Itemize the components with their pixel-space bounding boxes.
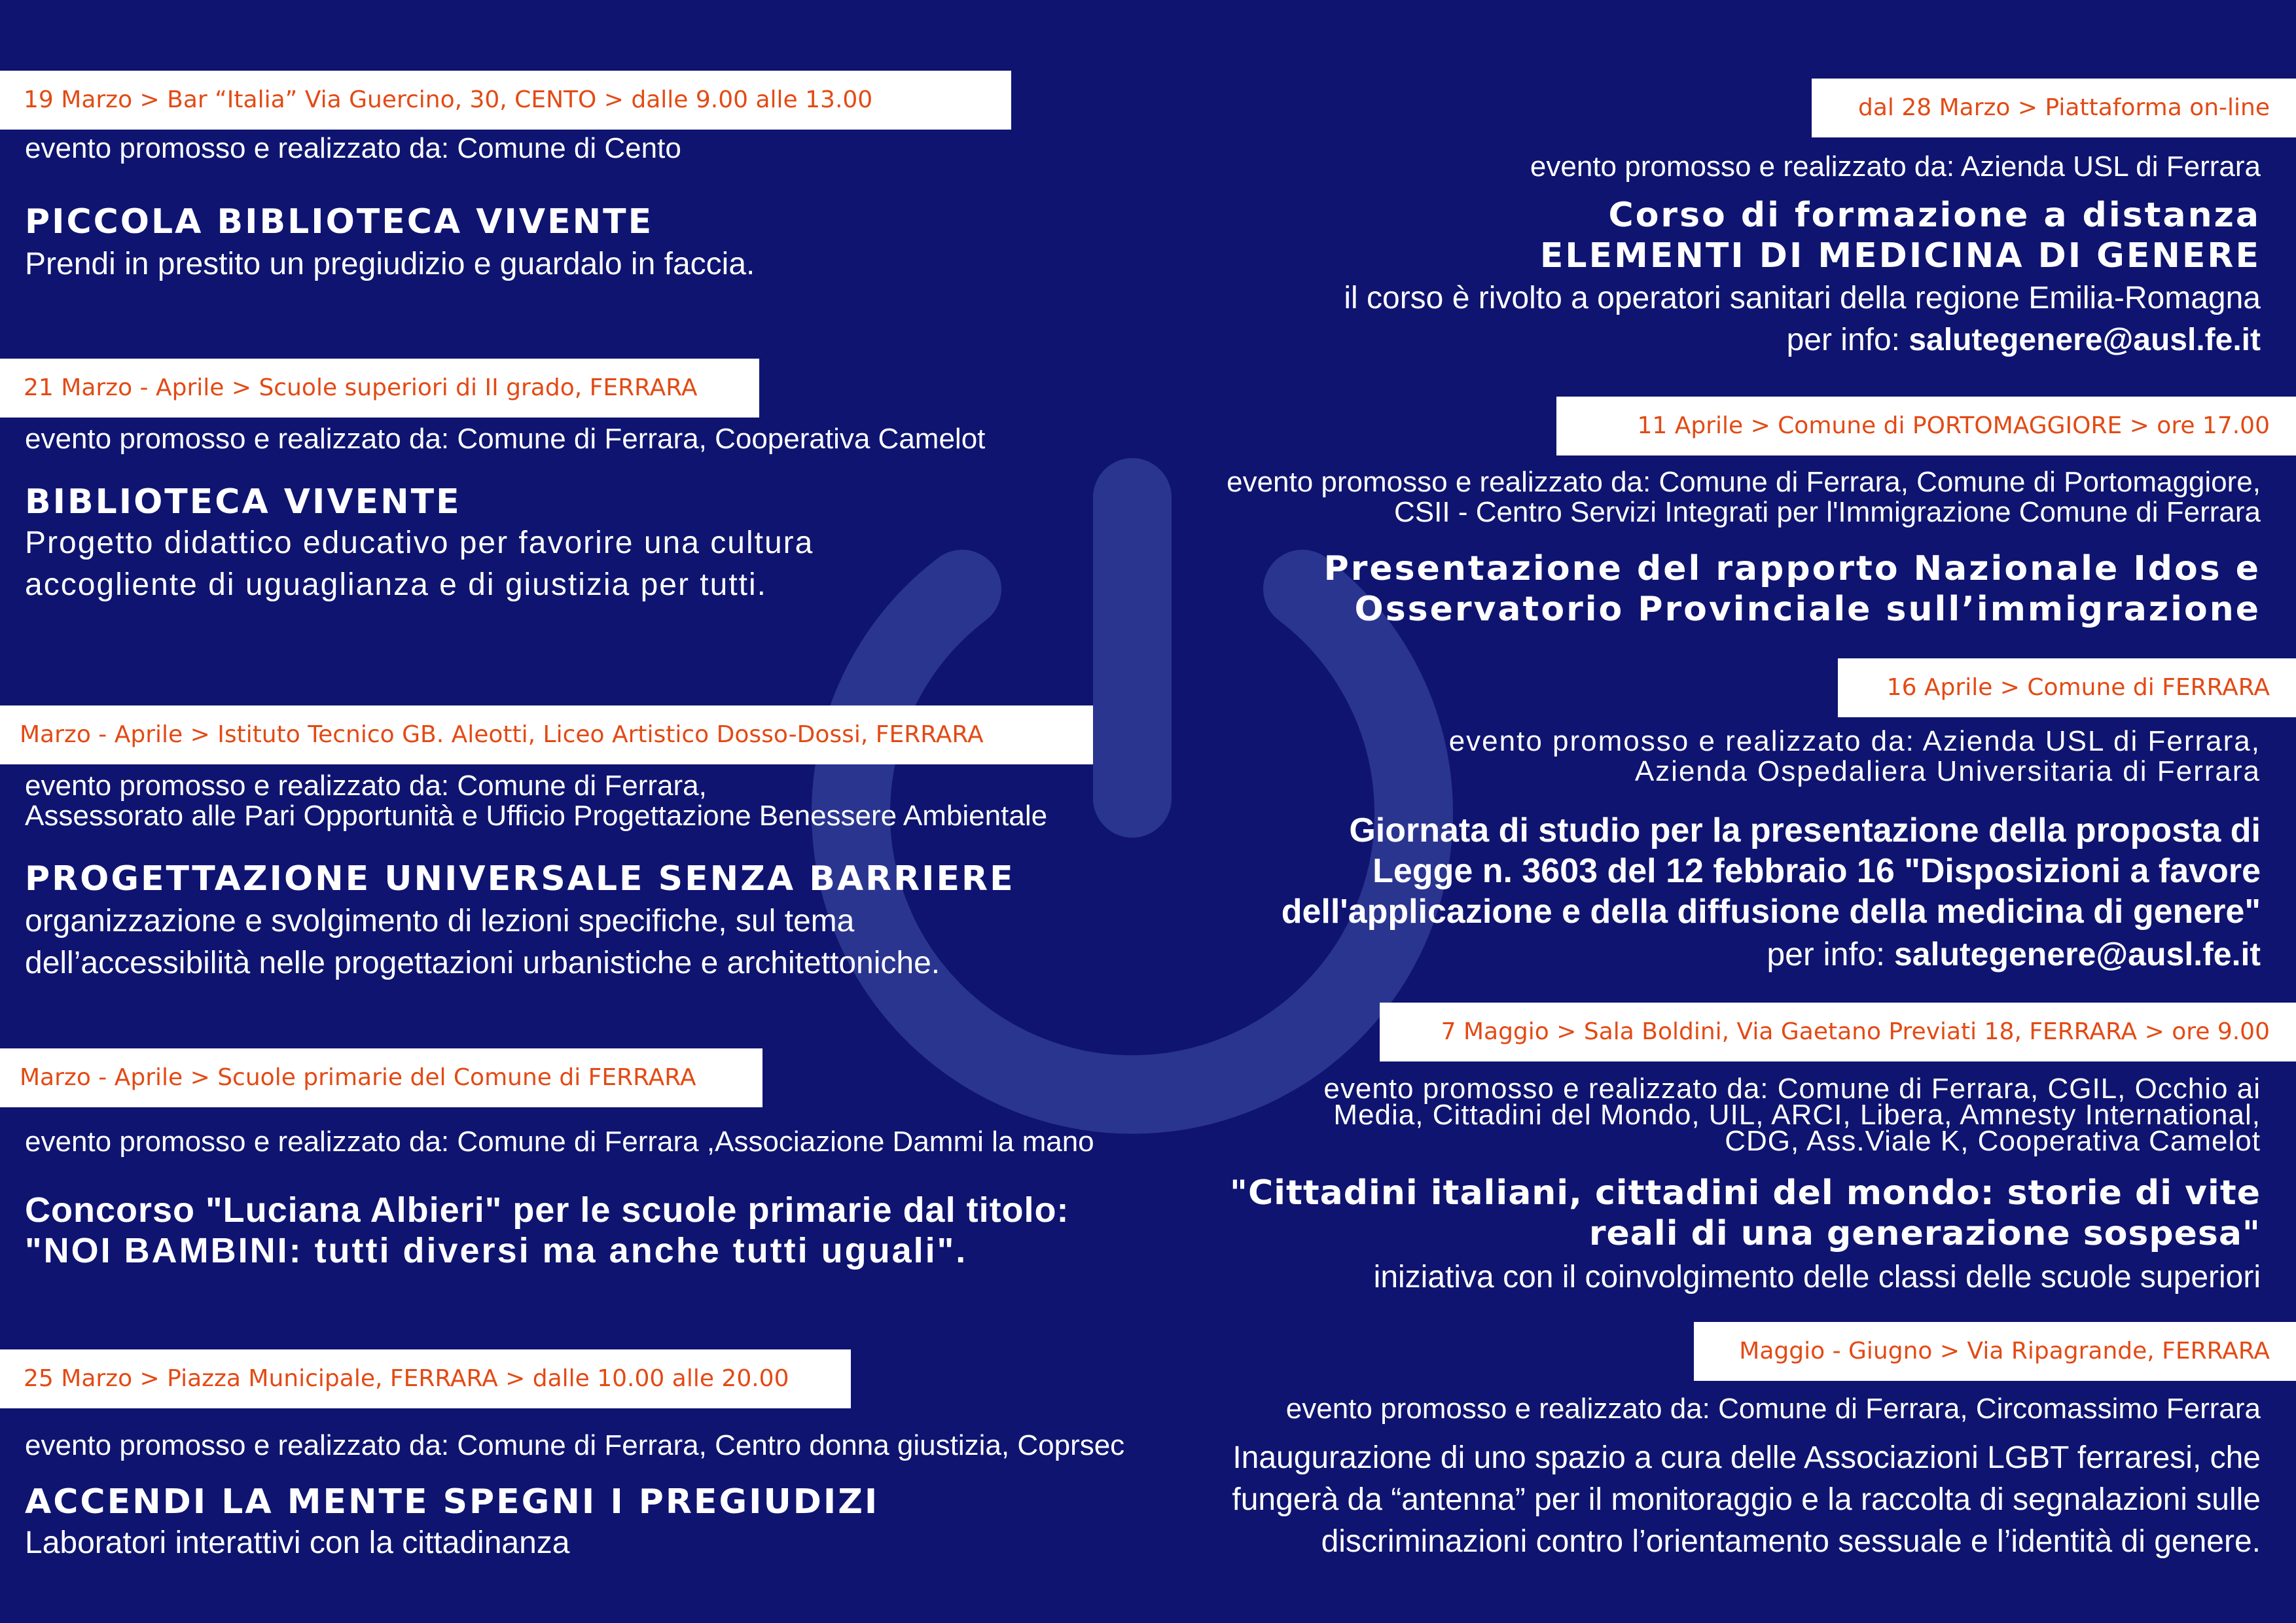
event-organizer: evento promosso e realizzato da: Azienda USL di Ferrara, Azienda Ospedaliera Universitaria di Ferrara	[1448, 725, 2261, 787]
event-title: ACCENDI LA MENTE SPEGNI I PREGIUDIZI	[25, 1482, 880, 1522]
event-date-tag: 7 Maggio > Sala Boldini, Via Gaetano Previati 18, FERRARA > ore 9.00	[1380, 1003, 2296, 1061]
event-organizer: evento promosso e realizzato da: Azienda USL di Ferrara	[1530, 151, 2261, 183]
event-date-tag: Marzo - Aprile > Scuole primarie del Comune di FERRARA	[0, 1048, 762, 1107]
info-email-link[interactable]: salutegenere@ausl.fe.it	[1893, 936, 2261, 972]
event-date-tag: dal 28 Marzo > Piattaforma on-line	[1812, 79, 2296, 137]
event-description: organizzazione e svolgimento di lezioni specifiche, sul tema dell’accessibilità nelle progettazioni urbanistiche e architettoniche.	[25, 904, 941, 980]
info-label: per info:	[1767, 936, 1894, 972]
event-organizer: evento promosso e realizzato da: Comune di Ferrara ,Associazione Dammi la mano	[25, 1126, 1094, 1158]
event-organizer: evento promosso e realizzato da: Comune di Ferrara, Assessorato alle Pari Opportunità e Ufficio Progettazione Benessere Ambientale	[25, 770, 1048, 832]
event-organizer: evento promosso e realizzato da: Comune di Ferrara, Cooperativa Camelot	[25, 423, 986, 455]
event-organizer: evento promosso e realizzato da: Comune di Ferrara, CGIL, Occhio ai Media, Cittadini del Mondo, UIL, ARCI, Libera, Amnesty International, CDG, Ass.Viale K, Cooperativa Camelot	[1323, 1073, 2261, 1157]
event-title: BIBLIOTECA VIVENTE	[25, 482, 461, 522]
event-title: "Cittadini italiani, cittadini del mondo: storie di vite reali di una generazione sospesa"	[1229, 1173, 2261, 1253]
event-description: Prendi in prestito un pregiudizio e guardalo in faccia.	[25, 247, 755, 281]
event-title: Corso di formazione a distanza ELEMENTI DI MEDICINA DI GENERE	[1539, 196, 2261, 276]
event-organizer: evento promosso e realizzato da: Comune di Ferrara, Comune di Portomaggiore, CSII - Centro Servizi Integrati per l'Immigrazione Comune di Ferrara	[1227, 466, 2261, 528]
event-description: Progetto didattico educativo per favorire una cultura accogliente di uguaglianza e di giustizia per tutti.	[25, 526, 814, 602]
event-description: il corso è rivolto a operatori sanitari della regione Emilia-Romagna per info: salutegenere@ausl.fe.it	[1344, 281, 2261, 357]
event-organizer: evento promosso e realizzato da: Comune di Ferrara, Centro donna giustizia, Coprsec	[25, 1429, 1125, 1461]
event-description	[1767, 933, 2261, 975]
event-title: PROGETTAZIONE UNIVERSALE SENZA BARRIERE	[25, 859, 1015, 899]
event-date-tag: 25 Marzo > Piazza Municipale, FERRARA > dalle 10.00 alle 20.00	[0, 1349, 851, 1408]
event-organizer: evento promosso e realizzato da: Comune di Cento	[25, 132, 681, 164]
event-organizer: evento promosso e realizzato da: Comune di Ferrara, Circomassimo Ferrara	[1285, 1393, 2261, 1425]
event-date-tag: 16 Aprile > Comune di FERRARA	[1838, 658, 2296, 717]
event-description: iniziativa con il coinvolgimento delle classi delle scuole superiori	[1373, 1260, 2261, 1294]
event-title: Presentazione del rapporto Nazionale Idos e Osservatorio Provinciale sull’immigrazione	[1323, 549, 2261, 629]
event-description: Laboratori interattivi con la cittadinanza	[25, 1525, 570, 1560]
event-title: Concorso "Luciana Albieri" per le scuole primarie dal titolo: "NOI BAMBINI: tutti diversi ma anche tutti uguali".	[25, 1190, 1069, 1270]
event-date-tag: 11 Aprile > Comune di PORTOMAGGIORE > ore 17.00	[1556, 397, 2296, 455]
event-title: PICCOLA BIBLIOTECA VIVENTE	[25, 202, 654, 241]
event-date-tag: Marzo - Aprile > Istituto Tecnico GB. Aleotti, Liceo Artistico Dosso-Dossi, FERRARA	[0, 705, 1093, 764]
event-date-tag: 19 Marzo > Bar “Italia” Via Guercino, 30, CENTO > dalle 9.00 alle 13.00	[0, 71, 1011, 130]
event-title: Giornata di studio per la presentazione della proposta di Legge n. 3603 del 12 febbraio 16 "Disposizioni a favore dell'applicazione e della diffusione della medicina di genere"	[1281, 812, 2261, 931]
event-description: Inaugurazione di uno spazio a cura delle Associazioni LGBT ferraresi, che fungerà da “antenna” per il monitoraggio e la raccolta di segnalazioni sulle discriminazioni contro l’orientamento sessuale e l’identità di genere.	[1232, 1440, 2261, 1559]
info-label: per info:	[1786, 323, 1909, 357]
event-date-tag: 21 Marzo - Aprile > Scuole superiori di II grado, FERRARA	[0, 359, 759, 418]
info-email-link[interactable]: salutegenere@ausl.fe.it	[1909, 323, 2261, 357]
event-date-tag: Maggio - Giugno > Via Ripagrande, FERRARA	[1694, 1322, 2296, 1381]
